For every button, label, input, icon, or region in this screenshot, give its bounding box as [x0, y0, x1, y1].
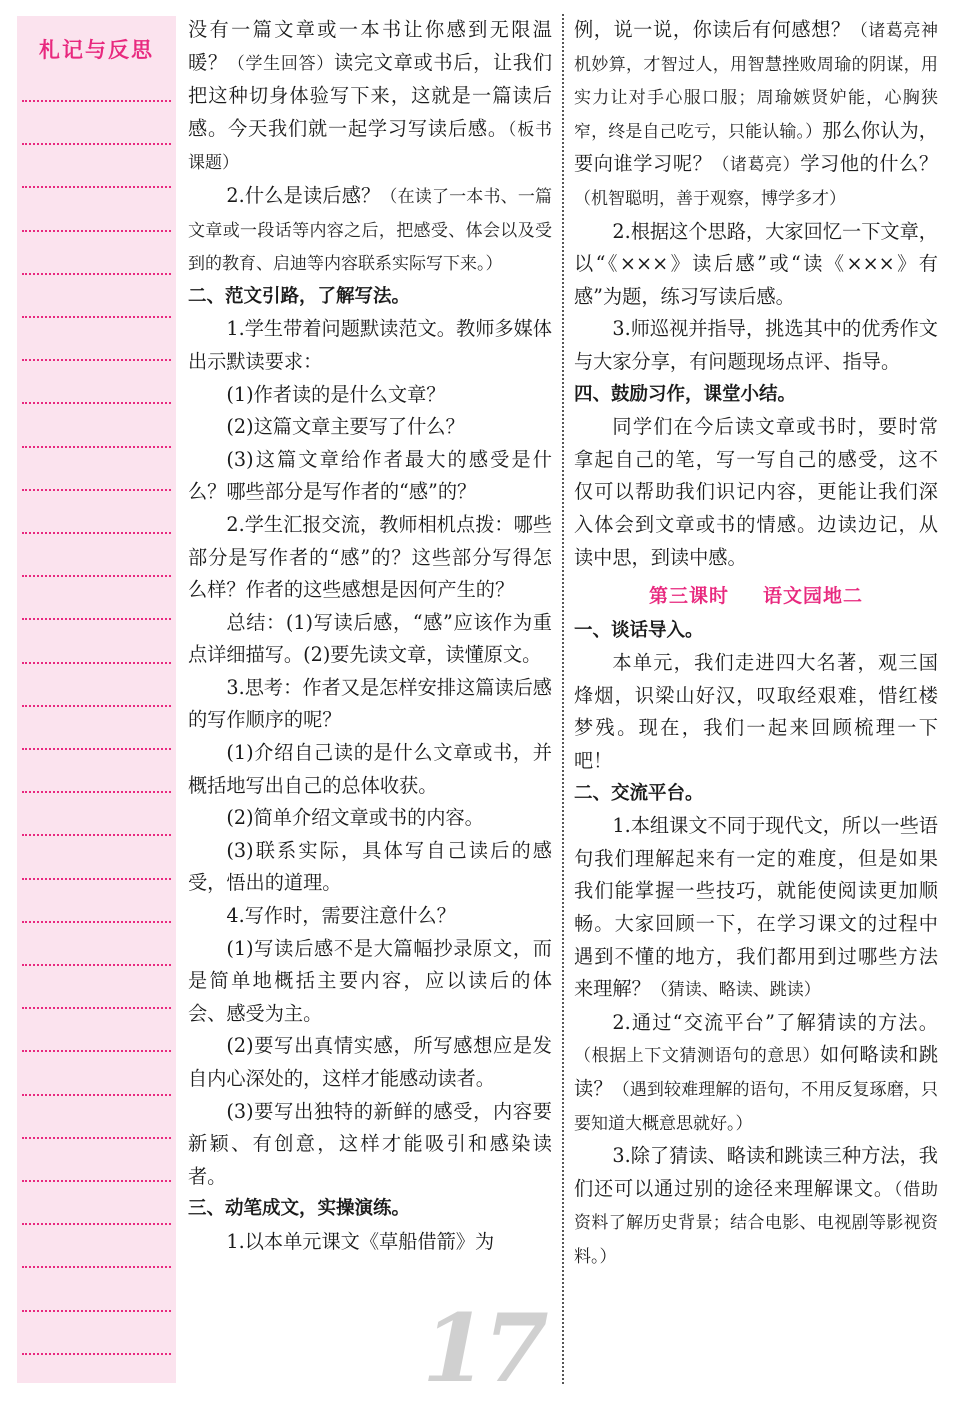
ruled-line	[22, 402, 171, 404]
ruled-line	[22, 1310, 171, 1312]
paragraph: 2.根据这个思路，大家回忆一下文章，以“《×××》读后感”或“读《×××》有感”为题，练习写读后感。	[574, 219, 938, 308]
paragraph: 1.学生带着问题默读范文。教师多媒体出示默读要求：	[188, 317, 552, 373]
ruled-line	[22, 1266, 171, 1268]
section-heading: 二、范文引路，了解写法。	[188, 285, 411, 307]
note: （在读了一本书、一篇文章或一段话等内容之后，把感受、体会以及受到的教育、启迪等内容联系实际写下来。）	[188, 186, 553, 275]
question: (1)作者读的是什么文章？	[226, 382, 446, 406]
ruled-line	[22, 834, 171, 836]
paragraph: 同学们在今后读文章或书时，要时常拿起自己的笔，写一写自己的感受，这不仅可以帮助我们识记内容，更能让我们深入体会到文章或书的情感。边读边记，从读中思，到读中感。	[574, 415, 938, 569]
note: （诸葛亮神机妙算，才智过人，用智慧挫败周瑜的阴谋，用实力让对手心服口服；周瑜嫉贤妒能，心胸狭窄，终是自己吃亏，只能认输。）	[574, 21, 939, 142]
paragraph	[574, 810, 938, 1007]
ruled-line	[22, 1353, 171, 1355]
section-heading: 一、谈话导入。	[574, 619, 704, 641]
note: （诸葛亮）	[712, 155, 801, 176]
ruled-line	[22, 878, 171, 880]
lesson-title	[574, 580, 938, 613]
sidebar-ruled-lines	[17, 16, 176, 1383]
text: 1.本组课文不同于现代文，所以一些语句我们理解起来有一定的难度，但是如果我们能掌握一些技巧，就能使阅读更加顺畅。大家回顾一下，在学习课文的过程中遇到不懂的地方，我们都用到过哪些方法来理解？	[574, 814, 938, 1001]
note: （遇到较难理解的语句，不用反复琢磨，只要知道大概意思就好。）	[574, 1080, 939, 1134]
ruled-line	[22, 748, 171, 750]
text: 学习他的什么？	[800, 152, 939, 176]
ruled-line	[22, 230, 171, 232]
section-heading: 四、鼓励习作，课堂小结。	[574, 383, 797, 405]
sidebar-title: 札记与反思	[39, 38, 154, 62]
column-divider	[562, 14, 564, 1384]
ruled-line	[22, 705, 171, 707]
text: 例，说一说，你读后有何感想？	[574, 18, 851, 41]
note: （猜读、略读、跳读）	[650, 980, 821, 1001]
ruled-line	[22, 100, 171, 102]
paragraph: 总结：(1)写读后感，“感”应该作为重点详细描写。(2)要先读文章，读懂原文。	[188, 610, 552, 667]
note: （机智聪明，善于观察，博学多才）	[574, 188, 846, 209]
note: （板书课题）	[188, 119, 553, 174]
paragraph: 3.师巡视并指导，挑选其中的优秀作文与大家分享，有问题现场点评、指导。	[574, 317, 938, 373]
paragraph	[574, 14, 938, 216]
text: 2.什么是读后感？	[226, 183, 381, 207]
ruled-line	[22, 359, 171, 361]
note: （根据上下文猜测语句的意思）	[574, 1046, 821, 1067]
paragraph	[188, 14, 552, 180]
paragraph: 3.思考：作者又是怎样安排这篇读后感的写作顺序的呢？	[188, 675, 552, 732]
section-heading: 三、动笔成文，实操演练。	[188, 1198, 411, 1220]
notes-sidebar	[17, 16, 176, 1383]
paragraph	[188, 180, 552, 281]
section-heading: 二、交流平台。	[574, 782, 704, 804]
text: 读完文章或书后，让我们把这种切身体验写下来，这就是一篇读后感。今天我们就一起学习写读后感。	[188, 50, 553, 140]
note: （学生回答）	[227, 53, 334, 74]
paragraph: (1)写读后感不是大篇幅抄录原文，而是简单地概括主要内容，应以读后的体会、感受为主。	[188, 936, 552, 1025]
ruled-line	[22, 1094, 171, 1096]
ruled-line	[22, 316, 171, 318]
paragraph	[574, 1007, 938, 1140]
text: 3.除了猜读、略读和跳读三种方法，我们还可以通过别的途径来理解课文。	[574, 1144, 938, 1200]
paragraph: 本单元，我们走进四大名著，观三国烽烟，识梁山好汉，叹取经艰难，惜红楼梦残。现在，我们一起来回顾梳理一下吧！	[574, 651, 938, 773]
ruled-line	[22, 575, 171, 577]
paragraph: (2)要写出真情实感，所写感想应是发自内心深处的，这样才能感动读者。	[188, 1034, 552, 1090]
paragraph: (3)联系实际，具体写自己读后的感受，悟出的道理。	[188, 838, 552, 895]
ruled-line	[22, 791, 171, 793]
ruled-line	[22, 662, 171, 664]
question: (2)这篇文章主要写了什么？	[226, 415, 465, 439]
text: 2.通过“交流平台”了解猜读的方法。	[612, 1010, 938, 1034]
ruled-line	[22, 1050, 171, 1052]
ruled-line	[22, 1223, 171, 1225]
ruled-line	[22, 186, 171, 188]
ruled-line	[22, 532, 171, 534]
note: （借助资料了解历史背景；结合电影、电视剧等影视资料。）	[574, 1179, 939, 1267]
paragraph: (1)介绍自己读的是什么文章或书，并概括地写出自己的总体收获。	[188, 741, 552, 797]
lesson-title-part: 第三课时	[648, 585, 729, 608]
ruled-line	[22, 921, 171, 923]
lesson-title-part: 语文园地二	[763, 585, 864, 608]
ruled-line	[22, 618, 171, 620]
paragraph: 2.学生汇报交流，教师相机点拨：哪些部分是写作者的“感”的？这些部分写得怎么样？作者的这些感想是因何产生的？	[188, 512, 552, 602]
left-column	[188, 14, 552, 1259]
ruled-line	[22, 143, 171, 145]
paragraph: (3)要写出独特的新鲜的感受，内容要新颖、有创意，这样才能吸引和感染读者。	[188, 1099, 552, 1188]
text: 没有一篇文章或一本书让你感到无限温暖？	[188, 18, 552, 74]
ruled-line	[22, 446, 171, 448]
right-column	[574, 14, 938, 1274]
paragraph: 1.以本单元课文《草船借箭》为	[226, 1229, 495, 1253]
paragraph: (2)简单介绍文章或书的内容。	[226, 806, 484, 830]
ruled-line	[22, 1007, 171, 1009]
ruled-line	[22, 964, 171, 966]
paragraph: 4.写作时，需要注意什么？	[226, 904, 456, 928]
page-number: 17	[422, 1294, 545, 1404]
text: 那么你认为，要向谁学习呢？	[574, 118, 938, 176]
paragraph	[574, 1140, 938, 1273]
text: 如何略读和跳读？	[574, 1043, 939, 1100]
ruled-line	[22, 489, 171, 491]
ruled-line	[22, 273, 171, 275]
ruled-line	[22, 1137, 171, 1139]
question: (3)这篇文章给作者最大的感受是什么？哪些部分是写作者的“感”的？	[188, 447, 552, 504]
ruled-line	[22, 1180, 171, 1182]
